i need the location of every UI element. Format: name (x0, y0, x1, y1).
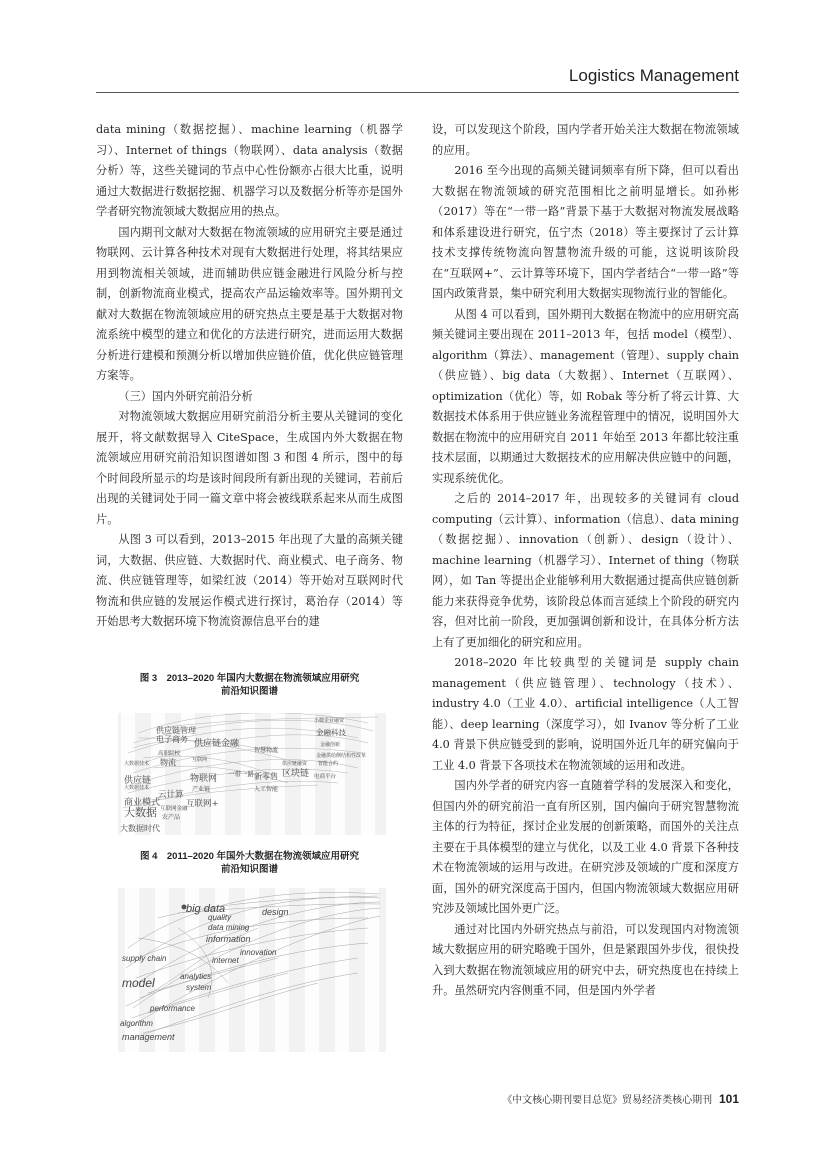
kw-label: system (186, 983, 212, 992)
figure4-caption-line2: 前沿知识图谱 (220, 864, 278, 875)
kw-label: algorithm (120, 1019, 153, 1028)
kw-label: big data (186, 903, 226, 915)
kw-label: model (122, 976, 155, 990)
kw-label: design (262, 907, 289, 917)
kw-label: 小微企业融资 (314, 718, 345, 724)
kw-label: 金融供给侧结构性改革 (316, 753, 367, 759)
kw-label: 一带一路 (228, 770, 254, 778)
kw-label: 商业模式 (124, 798, 161, 808)
kw-label: 互联网 (192, 757, 208, 763)
figure3-caption-line1: 图 3 2013–2020 年国内大数据在物流领域应用研究 (139, 673, 360, 684)
kw-label: data mining (208, 923, 250, 932)
right-column (432, 120, 739, 1002)
figure3-caption (96, 672, 403, 698)
paragraph: data mining（数据挖掘）、machine learning（机器学习）、Internet of things（物联网）、data analysis（数据分析）等，这些关键词的节点中心性份额亦占很大比重，说明通过大数据进行数据挖掘、机器学习以及数据分析等亦是国外学者研究物流领域大数据应用的热点。 (96, 123, 403, 218)
footer-journal: 《中文核心期刊要目总览》贸易经济类核心期刊 (502, 1095, 713, 1106)
kw-label: 智能合约 (318, 761, 339, 767)
kw-label: 农产品 (162, 814, 181, 821)
paragraph: 设，可以发现这个阶段，国内学者开始关注大数据在物流领域的应用。 (432, 123, 739, 157)
kw-label: 物流 (160, 758, 176, 767)
paragraph: 国内期刊文献对大数据在物流领域的应用研究主要是通过物联网、云计算各种技术对现有大数据进行处理，将其结果应用到物流相关领域，进而辅助供应链金融进行风险分析与控制，创新物流商业模式，提高农产品运输效率等。国外期刊文献对大数据在物流领域应用的研究热点主要是基于大数据对物流系统中模型的建立和优化的方法进行研究，进而运用大数据分析进行建模和预测分析以增加供应链价值，优化供应链管理方案等。 (96, 225, 403, 382)
page-number: 101 (718, 1092, 739, 1106)
kw-label: internet (212, 956, 239, 965)
page-footer (502, 1091, 739, 1106)
kw-label: 互联网金融 (160, 806, 188, 812)
paragraph: 国内外学者的研究内容一直随着学科的发展深入和变化，但国内外的研究前沿一直有所区别，国内偏向于研究智慧物流主体的行为特征，探讨企业发展的创新策略，而国外的关注点主要在于具体模型的建立与优化，以及工业 4.0 背景下各种技术在物流领域的运用与改进。在研究涉及领域的广度和深度方面，国外的研究深度高于国内，但国内物流领域大数据应用研究涉及领域比国外更广泛。 (432, 779, 739, 915)
figure4-graph (118, 888, 386, 1052)
paragraph: 从图 3 可以看到，2013–2015 年出现了大量的高频关键词，大数据、供应链、大数据时代、商业模式、电子商务、物流、供应链管理等，如梁红波（2014）等开始对互联网时代物流和供应链的发展运作模式进行探讨，葛治存（2014）等开始思考大数据环境下物流资源信息平台的建 (96, 533, 403, 628)
section-heading: （三）国内外研究前沿分析 (118, 389, 253, 403)
kw-label: 区块链 (282, 769, 310, 779)
kw-label: 人工智能 (254, 786, 279, 793)
kw-label: 大数据技术 (124, 761, 150, 767)
paragraph: 从图 4 可以看到，国外期刊大数据在物流中的应用研究高频关键词主要出现在 2011–2013 年，包括 model（模型）、algorithm（算法）、management（管理）、supply chain（供应链）、big data（大数据）、Internet（互联网）、optimization（优化）等，如 Robak 等分析了将云计算、大数据技术体系用于供应链业务流程管理中的情况，说明国外大数据在物流中的应用研究自 2011 年始至 2013 年都比较注重技术层面，以期通过大数据技术的应用解决供应链中的问题，实现系统优化。 (432, 307, 739, 485)
kw-label: 供应链融资 (282, 761, 308, 767)
figure4-knowledge-map (118, 888, 386, 1052)
kw-label: 电商平台 (314, 774, 337, 780)
kw-label: management (122, 1032, 175, 1042)
figure3-graph (118, 713, 386, 835)
figure3-caption-line2: 前沿知识图谱 (220, 686, 278, 697)
kw-label: 供应链 (124, 776, 152, 786)
kw-label: 云计算 (158, 790, 184, 800)
kw-label: 大数据 (124, 806, 157, 819)
kw-label: 供应链管理 (156, 726, 196, 735)
kw-label: information (206, 934, 251, 944)
kw-label: 互联网+ (186, 799, 219, 809)
paragraph: 通过对比国内外研究热点与前沿，可以发现国内对物流领域大数据应用的研究略晚于国外，但是紧跟国外步伐，很快投入到大数据在物流领域应用的研究中去，研究热度也在持续上升。虽然研究内容侧重不同，但是国内外学者 (432, 922, 739, 997)
paragraph: 2016 至今出现的高频关键词频率有所下降，但可以看出大数据在物流领域的研究范围相比之前明显增长。如孙彬（2017）等在“一带一路”背景下基于大数据对物流发展战略和体系建设进行研究，伍宁杰（2018）等主要探讨了云计算技术支撑传统物流向智慧物流升级的可能，这说明该阶段在“互联网+”、云计算等环境下，国内学者结合“一带一路”等国内政策背景，集中研究利用大数据实现物流行业的智能化。 (432, 164, 739, 300)
kw-label: 物联网 (190, 774, 218, 784)
paragraph: 对物流领域大数据应用研究前沿分析主要从关键词的变化展开，将文献数据导入 CiteSpace，生成国内外大数据在物流领域应用研究前沿知识图谱如图 3 和图 4 所示，图中的每个时间段所显示的均是该时间段所有新出现的关键词，若前后出现的关键词处于同一篇文章中将会被线联系起来从而生成图片。 (96, 410, 403, 526)
kw-label: 电子商务 (156, 735, 188, 744)
header-rule (96, 92, 739, 93)
left-column (96, 120, 403, 633)
kw-label: 智慧物流 (254, 747, 279, 754)
kw-label: 金融科技 (316, 728, 346, 737)
kw-label: 供应链金融 (194, 739, 240, 749)
kw-label: performance (150, 1004, 195, 1013)
paragraph: 之后的 2014–2017 年，出现较多的关键词有 cloud computing（云计算）、information（信息）、data mining（数据挖掘）、innovation（创新）、design（设计）、machine learning（机器学习）、Internet of thing（物联网），如 Tan 等提出企业能够利用大数据通过提高供应链创新能力来获得竞争优势，该阶段总体而言延续上个阶段的研究内容，但对比前一阶段，更加强调创新和设计，在具体分析方法上有了更加细化的研究和应用。 (432, 492, 739, 649)
figure3-knowledge-map (118, 713, 386, 835)
kw-label: innovation (240, 948, 277, 957)
kw-label: quality (208, 913, 232, 922)
kw-label: 大数据时代 (120, 824, 160, 833)
kw-label: 产业链 (192, 786, 211, 793)
figure4-caption (96, 850, 403, 876)
running-header-title: Logistics Management (568, 66, 739, 85)
kw-label: analytics (180, 972, 212, 981)
kw-label: 金融创新 (320, 742, 341, 748)
kw-label: 新零售 (254, 772, 278, 781)
kw-label: supply chain (122, 954, 167, 963)
figure4-keyword-labels (120, 903, 289, 1042)
kw-label: 高职院校 (158, 751, 181, 757)
kw-label: 大数据技术 (124, 785, 150, 791)
figure4-caption-line1: 图 4 2011–2020 年国外大数据在物流领域应用研究 (139, 851, 360, 862)
paragraph: 2018–2020 年比较典型的关键词是 supply chain management（供应链管理）、technology（技术）、industry 4.0（工业 4.0）、artificial intelligence（人工智能）、deep learning（深度学习），如 Ivanov 等分析了工业 4.0 背景下供应链受到的影响，说明国外近几年的研究偏向于工业 4.0 背景下各项技术在物流领域的运用和改进。 (432, 656, 739, 772)
